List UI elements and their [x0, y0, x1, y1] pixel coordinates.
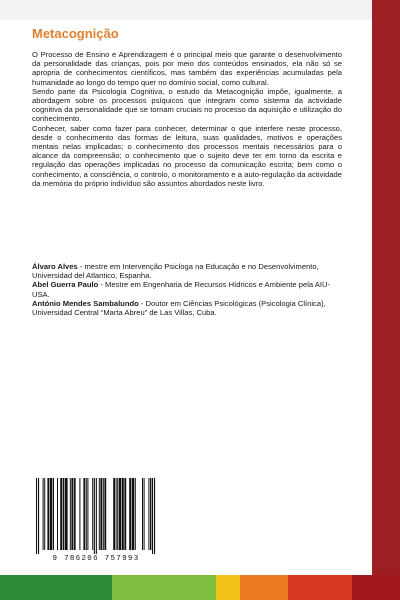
- author-name: António Mendes Sambalundo: [32, 298, 139, 308]
- author-name: Álvaro Alves: [32, 262, 78, 271]
- author-description: - Mestre em Engenharia de Recursos Hídricos e Ambiente pela AIU-USA.: [32, 280, 330, 299]
- author-bio: [32, 262, 342, 280]
- book-title: Metacognição: [32, 26, 119, 41]
- author-bios: [32, 262, 342, 317]
- color-stripe: [0, 575, 400, 600]
- author-description: - Doutor em Ciências Psicológicas (Psicologia Clínica), Universidad Central “Marta Abreu” de Las Villas, Cuba.: [32, 298, 326, 318]
- color-stripe-segment: [216, 575, 240, 600]
- spine-strip: [372, 0, 400, 575]
- color-stripe-segment: [288, 575, 352, 600]
- synopsis-paragraph-1: O Processo de Ensino e Aprendizagem é o principal meio que garante o desenvolvimento da personalidade das crianças, pois por meio dos conteúdos ensinados, ela não só se apropria de conhecimentos científicos, mas também das experiências acumuladas pela humanidade ao longo do tempo quer no domínio social, como cultural.: [32, 50, 342, 87]
- isbn-barcode: [32, 478, 160, 564]
- color-stripe-segment: [240, 575, 288, 600]
- color-stripe-segment: [352, 575, 400, 600]
- author-bio: [32, 299, 342, 317]
- author-name: Abel Guerra Paulo: [32, 280, 99, 290]
- author-bio: [32, 280, 342, 298]
- isbn-number: 9 786206 757993: [52, 555, 140, 563]
- color-stripe-segment: [112, 575, 216, 600]
- synopsis-paragraph-3: Conhecer, saber como fazer para conhecer, determinar o que interfere neste processo, desde o conhecimento das formas de leitura, suas qualidades, motivos e operações mentais nelas implicadas; o conhecimento dos processos mentais necessários para o alcance da compreensão; o conhecimento que o sujeito deve ter em torno da escrita e regulação das operações implicadas no processo da comunicação escrita; bem como o conhecimento, a consciência, o controlo, o monitoramento e a auto-regulação da actividade da memória do próprio indivíduo são assuntos abordados neste livro.: [32, 123, 342, 188]
- barcode-icon: [32, 478, 160, 554]
- color-stripe-segment: [0, 575, 112, 600]
- synopsis-paragraph-2: Sendo parte da Psicologia Cognitiva, o estudo da Metacognição impõe, igualmente, a abordagem sobre os processos psíquicos que integram como sistema da actividade cognitiva da personalidade que se tornam cruciais no processo da aquisição e utilização do conhecimento.: [32, 86, 342, 124]
- top-band: [0, 0, 372, 20]
- author-description: - mestre em Intervenção Psicloga na Educação e no Desenvolvimento, Universidad del Atlantico, Espanha.: [32, 262, 319, 281]
- synopsis: [32, 50, 342, 188]
